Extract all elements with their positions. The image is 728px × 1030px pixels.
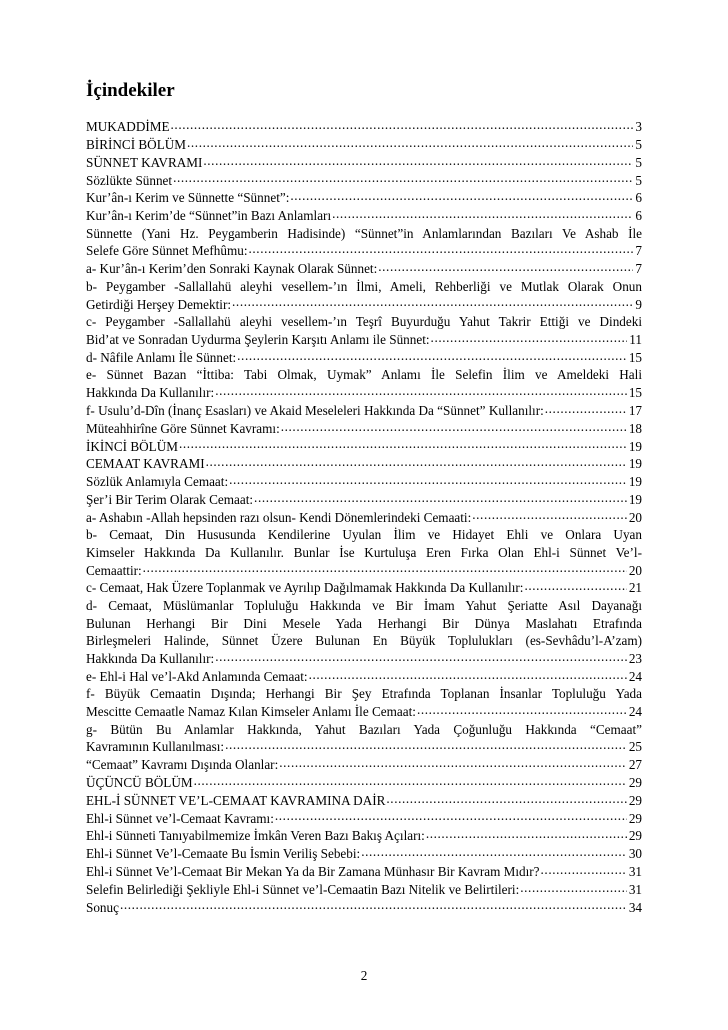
toc-entry-row (86, 881, 642, 899)
dot-leader (426, 827, 627, 840)
toc-entry-text: MUKADDİME (86, 119, 170, 135)
toc-page-number: 23 (628, 650, 642, 666)
toc-entry-row (86, 491, 642, 509)
toc-entry[interactable] (86, 313, 642, 348)
toc-page-number: 11 (629, 332, 642, 347)
dot-leader (417, 703, 627, 716)
toc-entry-text: d- Cemaat, Müslümanlar Topluluğu Hakkında ve Bir İmam Yahut Şeriatte Asıl Dayanağı (86, 597, 642, 613)
toc-entry-text: EHL-İ SÜNNET VE’L-CEMAAT KAVRAMINA DAİR (86, 792, 386, 808)
toc-page-number: 6 (635, 208, 642, 224)
toc-page-number: 17 (628, 402, 642, 418)
toc-page-number: 24 (628, 704, 642, 720)
toc-page-number: 30 (628, 846, 642, 862)
toc-page-number: 15 (628, 349, 642, 365)
toc-entry-text: Kavramının Kullanılması: (86, 739, 225, 755)
dot-leader (179, 437, 627, 450)
toc-page-number: 29 (628, 792, 642, 808)
toc-entry-row (86, 809, 642, 827)
toc-entry-row (86, 420, 642, 438)
toc-entry-row (86, 792, 642, 810)
toc-entry-row (86, 260, 642, 278)
toc-entry[interactable] (86, 579, 642, 597)
toc-entry[interactable] (86, 366, 642, 401)
dot-leader (279, 756, 627, 769)
toc-entry-text: f- Usulu’d-Dîn (İnanç Esasları) ve Akaid Meseleleri Hakkında Da “Sünnet” Kullanılır: (86, 402, 544, 418)
toc-entry-text: Sözlük Anlamıyla Cemaat: (86, 474, 229, 490)
toc-entry[interactable] (86, 171, 642, 189)
dot-leader (203, 154, 633, 167)
toc-entry-text: Sonuç (86, 899, 119, 915)
dot-leader (378, 260, 633, 273)
toc-entry-text: c- Peygamber -Sallallahü aleyhi vesellem-’ın Teşrî Buyurduğu Yahut Takrir Ettiği ve Dindeki (86, 314, 642, 330)
toc-page-number: 29 (628, 775, 642, 791)
toc-page-number: 19 (628, 474, 642, 490)
toc-entry[interactable] (86, 118, 642, 136)
toc-title: İçindekiler (86, 80, 175, 101)
toc-entry-text: “Cemaat” Kavramı Dışında Olanlar: (86, 757, 279, 773)
toc-entry-row (86, 207, 642, 225)
toc-page-number: 31 (628, 881, 642, 897)
toc-entry-text: Müteahhirîne Göre Sünnet Kavramı: (86, 420, 280, 436)
dot-leader (143, 561, 627, 574)
dot-leader (541, 863, 627, 876)
toc-page-number: 29 (628, 828, 642, 844)
toc-entry[interactable] (86, 402, 642, 420)
toc-entry-row (86, 845, 642, 863)
toc-entry[interactable] (86, 225, 642, 260)
toc-entry[interactable] (86, 809, 642, 827)
toc-page-number: 5 (635, 154, 642, 170)
toc-entry-text: Selefe Göre Sünnet Mefhûmu: (86, 243, 248, 259)
toc-page-number: 31 (628, 863, 642, 879)
toc-page-number: 5 (635, 136, 642, 152)
toc-entry[interactable] (86, 455, 642, 473)
toc-entry-text: Ehl-i Sünnet Ve’l-Cemaat Bir Mekan Ya da Bir Zamana Münhasır Bir Kavram Mıdır? (86, 863, 540, 879)
toc-entry-row (86, 349, 642, 367)
toc-entry[interactable] (86, 473, 642, 491)
dot-leader (520, 881, 627, 894)
dot-leader (215, 384, 627, 397)
dot-leader (206, 455, 627, 468)
toc-entry-text: Hakkında Da Kullanılır: (86, 385, 215, 401)
toc-entry-row (86, 561, 642, 579)
toc-entry-row (86, 668, 642, 686)
toc-entry-row (86, 579, 642, 597)
toc-entry-row (86, 189, 642, 207)
dot-leader (249, 242, 634, 255)
toc-entry-text: Ehl-i Sünnet ve’l-Cemaat Kavramı: (86, 810, 274, 826)
toc-entry[interactable] (86, 863, 642, 881)
toc-entry-row (86, 774, 642, 792)
toc-entry-text: g- Bütün Bu Anlamlar Hakkında, Yahut Bazıları Yada Çoğunluğu Hakkında “Cemaat” (86, 721, 642, 737)
dot-leader (545, 402, 627, 415)
toc-entry-row (86, 136, 642, 154)
toc-entry-row (86, 455, 642, 473)
toc-entry-text: CEMAAT KAVRAMI (86, 456, 205, 472)
toc-entry-row (86, 295, 642, 313)
toc-entry-row (86, 402, 642, 420)
toc-page-number: 21 (628, 580, 642, 596)
toc-entry[interactable] (86, 792, 642, 810)
toc-entry[interactable] (86, 154, 642, 172)
toc-entry[interactable] (86, 260, 642, 278)
toc-entry-text: Şer’i Bir Terim Olarak Cemaat: (86, 491, 254, 507)
toc-page-number: 7 (635, 261, 642, 277)
toc-entry[interactable] (86, 508, 642, 526)
toc-entry-row (86, 331, 642, 349)
dot-leader (431, 331, 628, 344)
toc-page-number: 19 (628, 456, 642, 472)
toc-entry[interactable] (86, 721, 642, 756)
toc-entry-row (86, 863, 642, 881)
dot-leader (173, 171, 633, 184)
toc-entry-row (86, 756, 642, 774)
toc-page-number: 29 (628, 810, 642, 826)
toc-entry[interactable] (86, 349, 642, 367)
toc-entry[interactable] (86, 437, 642, 455)
toc-entry-text: c- Cemaat, Hak Üzere Toplanmak ve Ayrılıp Dağılmamak Hakkında Da Kullanılır: (86, 580, 524, 596)
toc-entry[interactable] (86, 685, 642, 720)
toc-list (86, 118, 642, 916)
toc-entry-row (86, 437, 642, 455)
toc-page-number: 7 (635, 243, 642, 259)
toc-entry-row (86, 242, 642, 260)
dot-leader (229, 473, 627, 486)
toc-entry-row (86, 827, 642, 845)
toc-page-number: 19 (628, 438, 642, 454)
toc-entry-text: Kimseler Hakkında Da Kullanılır. Bunlar İse Kurtuluşa Eren Fırka Olan Ehl-i Sünnet Ve’l- (86, 544, 642, 560)
dot-leader (361, 845, 627, 858)
toc-entry[interactable] (86, 881, 642, 899)
toc-page-number: 25 (628, 739, 642, 755)
dot-leader (275, 809, 627, 822)
toc-entry-text: b- Peygamber -Sallallahü aleyhi vesellem-’ın İlmi, Ameli, Rehberliği ve Mutlak Olarak Onun (86, 278, 642, 294)
dot-leader (332, 207, 633, 220)
toc-entry-text: d- Nâfile Anlamı İle Sünnet: (86, 349, 237, 365)
toc-entry-text: ÜÇÜNCÜ BÖLÜM (86, 775, 193, 791)
toc-entry-row (86, 898, 642, 916)
toc-entry-text: b- Cemaat, Din Hususunda Kendilerine Uyulan İlim ve Hidayet Ehli ve Onlara Uyan (86, 527, 642, 543)
toc-entry[interactable] (86, 774, 642, 792)
toc-entry-text: Selefin Belirlediği Şekliyle Ehl-i Sünnet ve’l-Cemaatin Bazı Nitelik ve Belirtileri: (86, 881, 520, 897)
toc-entry-text: Ehl-i Sünnet Ve’l-Cemaate Bu İsmin Veriliş Sebebi: (86, 846, 361, 862)
toc-entry-row (86, 171, 642, 189)
dot-leader (472, 508, 627, 521)
toc-page-number: 20 (628, 509, 642, 525)
toc-entry-text: e- Ehl-i Hal ve’l-Akd Anlamında Cemaat: (86, 668, 308, 684)
toc-page-number: 24 (628, 668, 642, 684)
toc-page-number: 9 (635, 296, 642, 312)
toc-entry[interactable] (86, 898, 642, 916)
dot-leader (171, 118, 634, 131)
dot-leader (215, 650, 627, 663)
toc-entry-row (86, 473, 642, 491)
page-number: 2 (360, 968, 368, 983)
toc-entry[interactable] (86, 491, 642, 509)
toc-entry-row (86, 508, 642, 526)
dot-leader (254, 491, 627, 504)
toc-entry-text: İKİNCİ BÖLÜM (86, 438, 178, 454)
toc-entry[interactable] (86, 756, 642, 774)
toc-entry-text: Mescitte Cemaatle Namaz Kılan Kimseler Anlamı İle Cemaat: (86, 704, 416, 720)
dot-leader (309, 668, 627, 681)
toc-entry[interactable] (86, 827, 642, 845)
toc-entry[interactable] (86, 526, 642, 579)
toc-entry-text: Sünnette (Yani Hz. Peygamberin Hadisinde) “Sünnet”in Anlamlarından Bazıları Ve Ashab İle (86, 225, 642, 241)
toc-entry-text: Bid’at ve Sonradan Uydurma Şeylerin Karşıtı Anlamı ile Sünnet: (86, 332, 430, 347)
toc-entry-text: Cemaattir: (86, 562, 142, 578)
toc-page (86, 80, 642, 916)
toc-entry-row (86, 738, 642, 756)
toc-page-number: 27 (628, 757, 642, 773)
toc-page-number: 15 (628, 385, 642, 401)
toc-entry[interactable] (86, 597, 642, 668)
toc-entry[interactable] (86, 668, 642, 686)
toc-entry-text: e- Sünnet Bazan “İttiba: Tabi Olmak, Uymak” Anlamı İle Selefin İlim ve Ameldeki Hali (86, 367, 642, 383)
toc-entry[interactable] (86, 189, 642, 207)
toc-entry[interactable] (86, 420, 642, 438)
toc-entry-text: SÜNNET KAVRAMI (86, 154, 203, 170)
dot-leader (386, 792, 626, 805)
dot-leader (290, 189, 633, 202)
toc-page-number: 6 (635, 190, 642, 206)
toc-entry-row (86, 703, 642, 721)
dot-leader (120, 898, 627, 911)
toc-entry[interactable] (86, 845, 642, 863)
toc-entry-text: a- Kur’ân-ı Kerim’den Sonraki Kaynak Olarak Sünnet: (86, 261, 378, 277)
toc-entry-row (86, 118, 642, 136)
toc-entry-text: f- Büyük Cemaatin Dışında; Herhangi Bir Şey Etrafında Toplanan İnsanlar Topluluğu Yada (86, 686, 642, 702)
toc-entry-row (86, 384, 642, 402)
toc-entry-text: BİRİNCİ BÖLÜM (86, 136, 187, 152)
toc-entry-text: Kur’ân-ı Kerim’de “Sünnet”in Bazı Anlamları (86, 208, 332, 224)
toc-entry-text: Kur’ân-ı Kerim ve Sünnette “Sünnet”: (86, 190, 290, 206)
dot-leader (225, 738, 627, 751)
toc-entry-row (86, 650, 642, 668)
dot-leader (281, 420, 627, 433)
dot-leader (187, 136, 633, 149)
toc-entry-text: Getirdiği Herşey Demektir: (86, 296, 232, 312)
toc-entry-text: a- Ashabın -Allah hepsinden razı olsun- Kendi Dönemlerindeki Cemaati: (86, 509, 472, 525)
dot-leader (524, 579, 626, 592)
toc-entry-text: Bulunan Herhangi Bir Dini Mesele Yada Herhangi Bir Dünya Maslahatı Etrafında (86, 615, 642, 631)
toc-entry[interactable] (86, 136, 642, 154)
toc-entry-text: Ehl-i Sünneti Tanıyabilmemize İmkân Veren Bazı Bakış Açıları: (86, 828, 425, 844)
dot-leader (194, 774, 627, 787)
toc-entry-text: Sözlükte Sünnet (86, 172, 173, 188)
toc-entry[interactable] (86, 207, 642, 225)
toc-page-number: 18 (628, 420, 642, 436)
toc-page-number: 5 (635, 172, 642, 188)
toc-entry[interactable] (86, 278, 642, 313)
toc-entry-text: Hakkında Da Kullanılır: (86, 650, 215, 666)
toc-page-number: 34 (628, 899, 642, 915)
dot-leader (232, 295, 633, 308)
toc-page-number: 20 (628, 562, 642, 578)
dot-leader (237, 349, 627, 362)
toc-entry-row (86, 154, 642, 172)
toc-entry-text: Birleşmeleri Halinde, Sünnet Üzere Bulunan En Büyük Toplulukları (es-Sevhâdu’l-A’zam) (86, 633, 642, 649)
toc-page-number: 19 (628, 491, 642, 507)
toc-page-number: 3 (635, 119, 642, 135)
